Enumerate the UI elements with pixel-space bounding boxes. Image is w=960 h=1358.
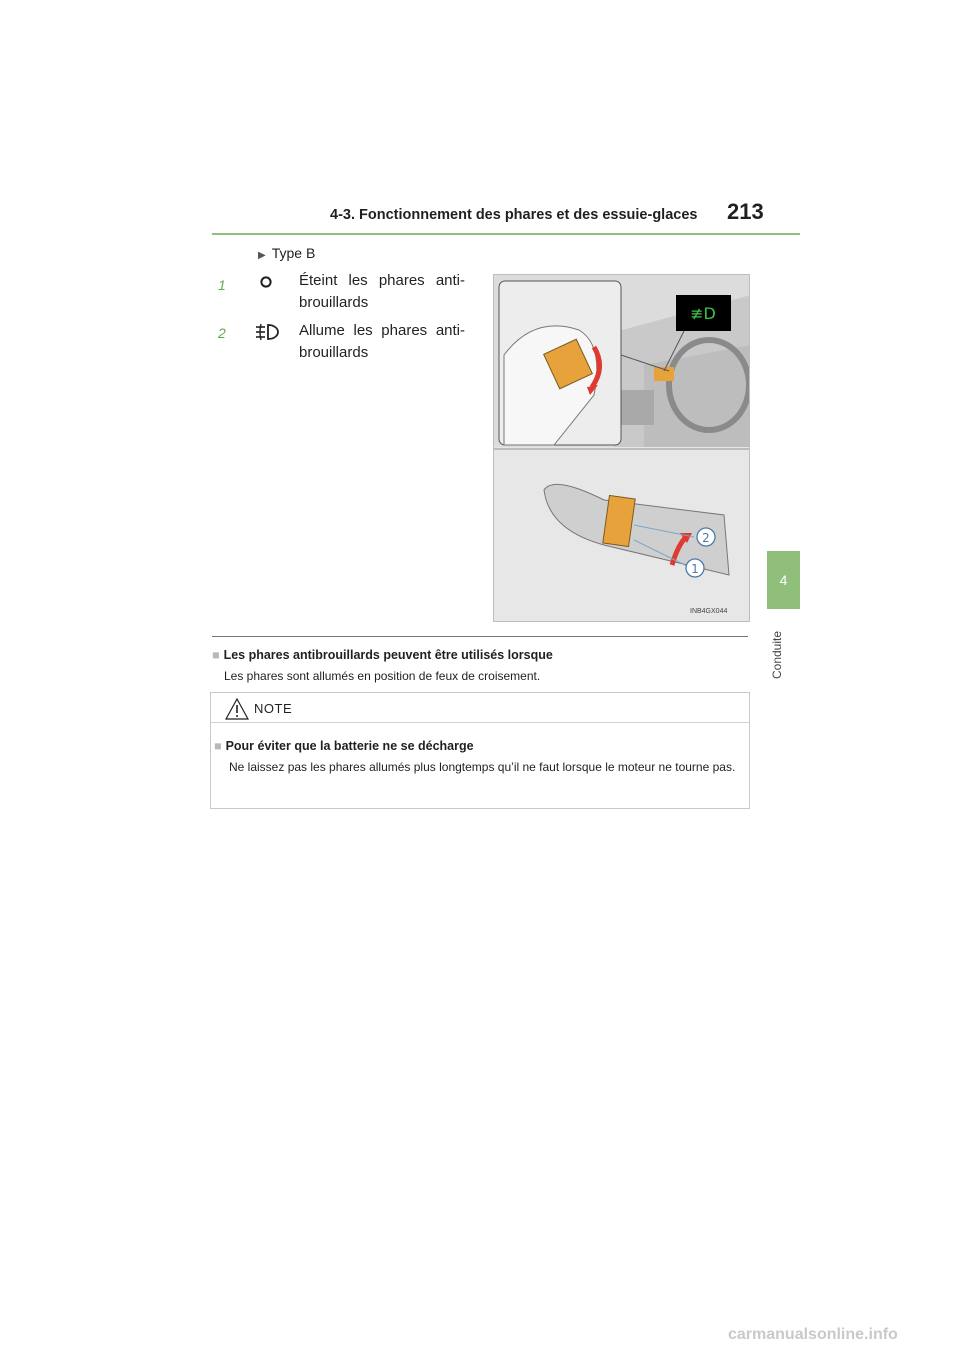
info-body: Les phares sont allumés en position de feux de croisement. [224,669,541,683]
header-rule [212,233,800,235]
item-text: Éteint les phares anti-brouillards [299,272,465,311]
svg-text:≢D: ≢D [690,304,716,323]
fog-light-switch-illustration [494,275,750,622]
figure-callout: 1 [691,562,699,576]
page-number: 213 [727,199,764,224]
section-separator [212,636,748,637]
illustration [493,274,750,622]
note-title: NOTE [254,701,293,716]
type-label [258,245,315,261]
chapter-label: Conduite [770,630,784,680]
item-text: Allume les phares anti-brouillards [299,322,465,361]
footer-watermark[interactable]: carmanualsonline.info [728,1326,898,1343]
chapter-tab[interactable]: 4 [767,551,800,609]
note-divider [211,722,749,723]
warning-triangle-icon [225,698,249,725]
fog-off-icon [258,274,274,295]
front-fog-light-icon [252,321,282,348]
square-bullet-icon: ■ [212,648,220,662]
note-body: Ne laissez pas les phares allumés plus longtemps qu’il ne faut lorsque le moteur ne tourne pas. [229,760,736,774]
triangle-bullet-icon: ▶ [258,250,266,261]
item-number: 1 [218,277,226,293]
info-heading [212,648,553,662]
section-title: 4-3. Fonctionnement des phares et des essuie-glaces [330,207,698,223]
figure-code: INB4GX044 [690,608,728,615]
item-number: 2 [218,325,226,341]
note-heading-text: Pour éviter que la batterie ne se décharge [225,739,474,753]
note-heading [214,739,474,753]
square-bullet-icon: ■ [214,739,222,753]
figure-callout: 2 [702,531,710,545]
type-label-text: Type B [271,245,316,261]
info-heading-text: Les phares antibrouillards peuvent être utilisés lorsque [223,648,553,662]
